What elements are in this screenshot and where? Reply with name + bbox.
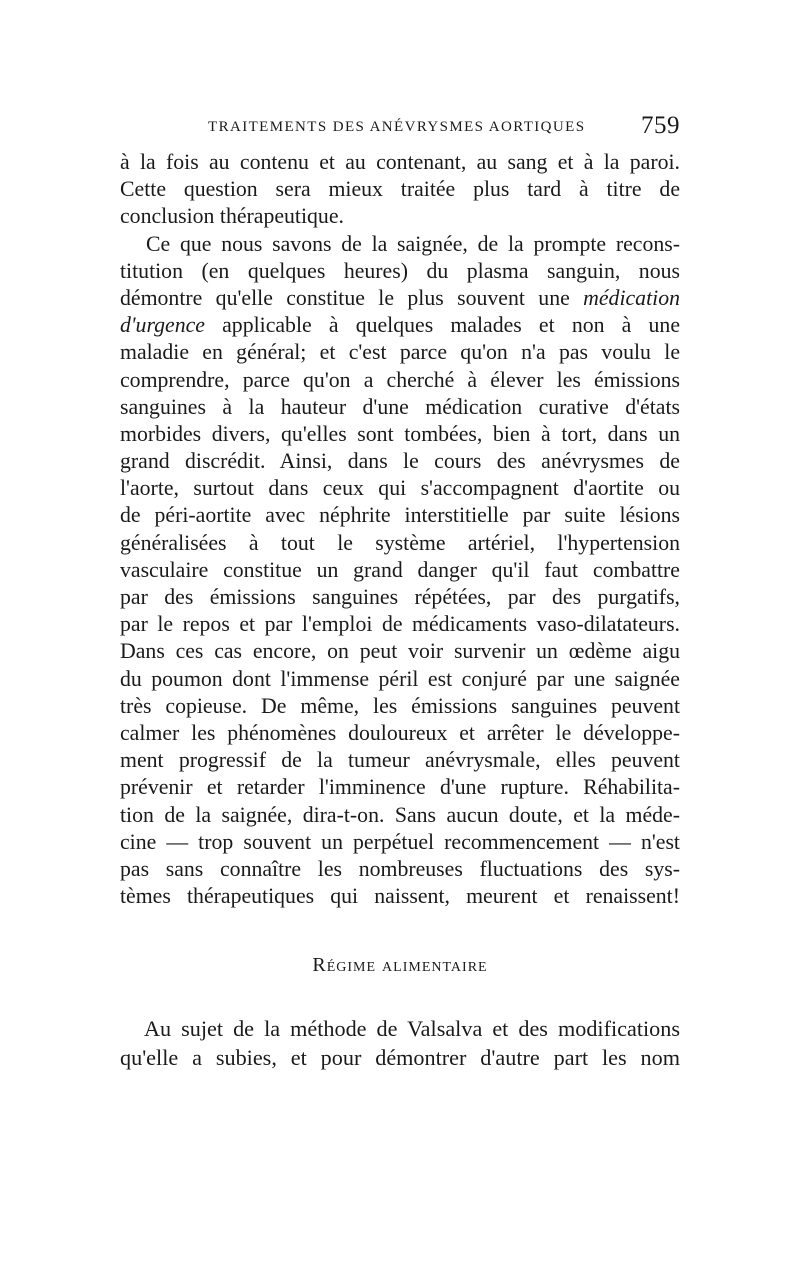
tail-text — [120, 1014, 680, 1072]
text-fragment: d'urgence applicable à quelques malades et non à une — [120, 313, 680, 338]
text-line: pas sans connaître les nombreuses fluctuations des sys- — [120, 856, 680, 881]
text-line: vasculaire constitue un grand danger qu'il faut combattre — [120, 557, 680, 582]
text-line: morbides divers, qu'elles sont tombées, bien à tort, dans un — [120, 421, 680, 446]
text-line: titution (en quelques heures) du plasma sanguin, nous — [120, 258, 680, 283]
text-line: Au sujet de la méthode de Valsalva et des modifications — [144, 1016, 680, 1041]
page-number: 759 — [641, 112, 680, 139]
running-title: TRAITEMENTS DES ANÉVRYSMES AORTIQUES — [208, 119, 586, 135]
text-line: grand discrédit. Ainsi, dans le cours des anévrysmes de — [120, 449, 680, 474]
text-fragment: démontre qu'elle constitue le plus souvent une médication — [120, 285, 680, 310]
text-line: sanguines à la hauteur d'une médication curative d'états — [120, 394, 680, 419]
running-head — [120, 112, 680, 146]
text-line: cine — trop souvent un perpétuel recommencement — n'est — [120, 829, 680, 854]
text-line: du poumon dont l'immense péril est conjuré par une saignée — [120, 666, 680, 691]
text-line: prévenir et retarder l'imminence d'une rupture. Réhabilita- — [120, 775, 680, 800]
text-line: Cette question sera mieux traitée plus tard à titre de — [120, 177, 680, 202]
section-heading: Régime alimentaire — [312, 954, 488, 976]
text-line: Ce que nous savons de la saignée, de la prompte recons- — [146, 231, 680, 256]
text-line: tion de la saignée, dira-t-on. Sans aucun doute, et la méde- — [120, 802, 680, 827]
text-line: tèmes thérapeutiques qui naissent, meurent et renaissent! — [120, 884, 680, 909]
text-line: comprendre, parce qu'on a cherché à élever les émissions — [120, 367, 680, 392]
italic-phrase: d'urgence — [120, 313, 205, 338]
text-line: Dans ces cas encore, on peut voir survenir un œdème aigu — [120, 639, 680, 664]
italic-phrase: médication — [583, 285, 680, 310]
text-line: conclusion thérapeutique. — [120, 204, 344, 229]
text-line: l'aorte, surtout dans ceux qui s'accompagnent d'aortite ou — [120, 476, 680, 501]
text-line: à la fois au contenu et au contenant, au sang et à la paroi. — [120, 150, 680, 174]
text-line-with-italic — [120, 312, 680, 339]
body-text — [120, 149, 680, 910]
text-line: de péri-aortite avec néphrite interstitielle par suite lésions — [120, 503, 680, 528]
text-line: très copieuse. De même, les émissions sanguines peuvent — [120, 693, 680, 718]
text-line: par des émissions sanguines répétées, par des purgatifs, — [120, 585, 680, 609]
text-line: généralisées à tout le système artériel, l'hypertension — [120, 530, 680, 555]
text-line: ment progressif de la tumeur anévrysmale, elles peuvent — [120, 748, 680, 773]
text-line-with-italic — [120, 285, 680, 312]
text-line: maladie en général; et c'est parce qu'on n'a pas voulu le — [120, 340, 680, 365]
text-line: calmer les phénomènes douloureux et arrêter le développe- — [120, 720, 680, 745]
text-line: par le repos et par l'emploi de médicaments vaso-dilatateurs. — [120, 612, 680, 637]
text-line: qu'elle a subies, et pour démontrer d'autre part les nom — [120, 1045, 680, 1070]
